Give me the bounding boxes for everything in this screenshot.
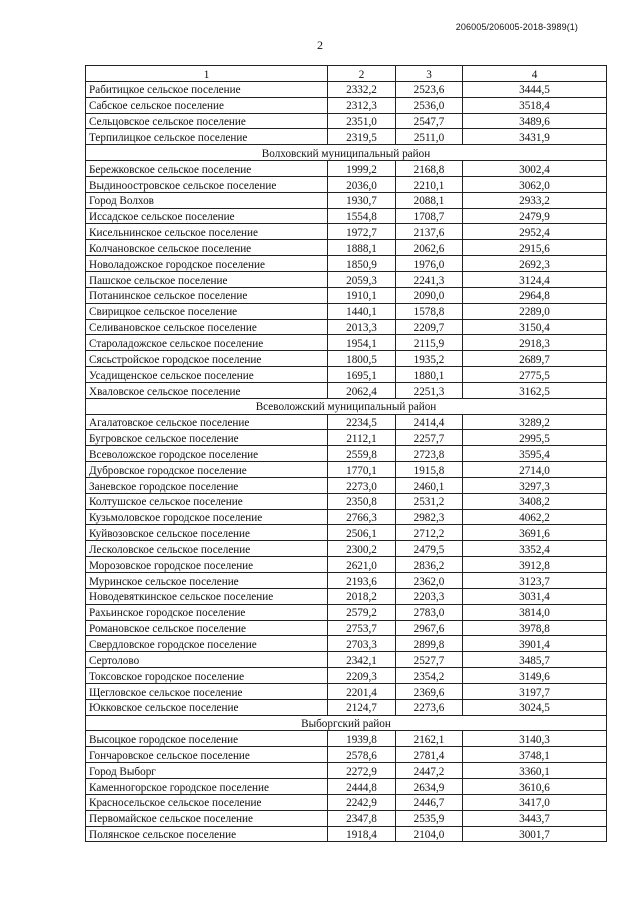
settlement-name-cell: Кузьмоловское городское поселение — [86, 509, 328, 525]
section-title: Волховский муниципальный район — [86, 145, 607, 161]
settlement-name-cell: Рабитицкое сельское поселение — [86, 81, 328, 97]
value-cell-col2: 2444,8 — [328, 778, 396, 794]
settlement-name-cell: Бугровское сельское поселение — [86, 430, 328, 446]
value-cell-col3: 2967,6 — [396, 620, 463, 636]
value-cell-col4: 3197,7 — [463, 683, 607, 699]
settlement-name-cell: Агалатовское сельское поселение — [86, 414, 328, 430]
section-row — [86, 145, 607, 161]
value-cell-col2: 2351,0 — [328, 113, 396, 129]
table-row — [86, 652, 607, 668]
value-cell-col4: 3417,0 — [463, 794, 607, 810]
table-row — [86, 97, 607, 113]
column-header: 1 — [86, 66, 328, 82]
table-row — [86, 683, 607, 699]
table-row — [86, 525, 607, 541]
value-cell-col3: 2137,6 — [396, 224, 463, 240]
value-cell-col3: 2104,0 — [396, 826, 463, 842]
value-cell-col2: 1554,8 — [328, 208, 396, 224]
table-row — [86, 668, 607, 684]
value-cell-col2: 2312,3 — [328, 97, 396, 113]
page-number: 2 — [317, 38, 323, 52]
table-row — [86, 763, 607, 779]
table-row — [86, 493, 607, 509]
value-cell-col4: 3124,4 — [463, 271, 607, 287]
settlement-name-cell: Рахьинское городское поселение — [86, 604, 328, 620]
value-cell-col3: 2460,1 — [396, 477, 463, 493]
value-cell-col3: 1935,2 — [396, 351, 463, 367]
value-cell-col2: 1440,1 — [328, 303, 396, 319]
value-cell-col2: 2059,3 — [328, 271, 396, 287]
value-cell-col3: 2414,4 — [396, 414, 463, 430]
table-row — [86, 319, 607, 335]
value-cell-col4: 2915,6 — [463, 240, 607, 256]
value-cell-col4: 3140,3 — [463, 731, 607, 747]
value-cell-col4: 3518,4 — [463, 97, 607, 113]
table-row — [86, 414, 607, 430]
value-cell-col2: 2342,1 — [328, 652, 396, 668]
value-cell-col2: 2578,6 — [328, 747, 396, 763]
settlement-name-cell: Гончаровское сельское поселение — [86, 747, 328, 763]
value-cell-col4: 2964,8 — [463, 287, 607, 303]
value-cell-col2: 2766,3 — [328, 509, 396, 525]
value-cell-col3: 2203,3 — [396, 588, 463, 604]
value-cell-col3: 2899,8 — [396, 636, 463, 652]
table-row — [86, 462, 607, 478]
value-cell-col4: 3001,7 — [463, 826, 607, 842]
value-cell-col3: 2447,2 — [396, 763, 463, 779]
value-cell-col3: 2536,0 — [396, 97, 463, 113]
value-cell-col4: 2479,9 — [463, 208, 607, 224]
settlement-name-cell: Выдиноостровское сельское поселение — [86, 176, 328, 192]
value-cell-col2: 1972,7 — [328, 224, 396, 240]
value-cell-col3: 2090,0 — [396, 287, 463, 303]
value-cell-col2: 2350,8 — [328, 493, 396, 509]
table-row — [86, 367, 607, 383]
table-row — [86, 794, 607, 810]
value-cell-col2: 1770,1 — [328, 462, 396, 478]
value-cell-col2: 2753,7 — [328, 620, 396, 636]
value-cell-col2: 1954,1 — [328, 335, 396, 351]
value-cell-col4: 3748,1 — [463, 747, 607, 763]
table-row — [86, 208, 607, 224]
table-row — [86, 224, 607, 240]
settlement-name-cell: Сабское сельское поселение — [86, 97, 328, 113]
value-cell-col2: 2273,0 — [328, 477, 396, 493]
table-row — [86, 271, 607, 287]
value-cell-col4: 2775,5 — [463, 367, 607, 383]
value-cell-col4: 3444,5 — [463, 81, 607, 97]
value-cell-col4: 2692,3 — [463, 256, 607, 272]
value-cell-col4: 3062,0 — [463, 176, 607, 192]
settlement-name-cell: Морозовское городское поселение — [86, 557, 328, 573]
value-cell-col4: 3002,4 — [463, 161, 607, 177]
table-row — [86, 81, 607, 97]
value-cell-col3: 2479,5 — [396, 541, 463, 557]
value-cell-col3: 2836,2 — [396, 557, 463, 573]
settlement-name-cell: Сельцовское сельское поселение — [86, 113, 328, 129]
settlement-name-cell: Юкковское сельское поселение — [86, 699, 328, 715]
value-cell-col4: 3123,7 — [463, 573, 607, 589]
value-cell-col3: 1880,1 — [396, 367, 463, 383]
settlement-name-cell: Всеволожское городское поселение — [86, 446, 328, 462]
table-row — [86, 509, 607, 525]
value-cell-col2: 1930,7 — [328, 192, 396, 208]
value-cell-col2: 2234,5 — [328, 414, 396, 430]
settlement-name-cell: Высоцкое городское поселение — [86, 731, 328, 747]
value-cell-col2: 2013,3 — [328, 319, 396, 335]
value-cell-col4: 2933,2 — [463, 192, 607, 208]
settlement-name-cell: Колчановское сельское поселение — [86, 240, 328, 256]
value-cell-col3: 2634,9 — [396, 778, 463, 794]
value-cell-col4: 3149,6 — [463, 668, 607, 684]
value-cell-col3: 2712,2 — [396, 525, 463, 541]
value-cell-col3: 2168,8 — [396, 161, 463, 177]
value-cell-col4: 3610,6 — [463, 778, 607, 794]
settlement-name-cell: Усадищенское сельское поселение — [86, 367, 328, 383]
table-row — [86, 430, 607, 446]
value-cell-col2: 2209,3 — [328, 668, 396, 684]
value-cell-col2: 2347,8 — [328, 810, 396, 826]
value-cell-col3: 2273,6 — [396, 699, 463, 715]
settlement-name-cell: Заневское городское поселение — [86, 477, 328, 493]
value-cell-col2: 2112,1 — [328, 430, 396, 446]
document-id: 206005/206005-2018-3989(1) — [455, 22, 578, 32]
table-row — [86, 731, 607, 747]
table-row — [86, 477, 607, 493]
table-row — [86, 192, 607, 208]
settlement-name-cell: Романовское сельское поселение — [86, 620, 328, 636]
value-cell-col3: 2446,7 — [396, 794, 463, 810]
value-cell-col3: 2251,3 — [396, 382, 463, 398]
settlement-name-cell: Хваловское сельское поселение — [86, 382, 328, 398]
value-cell-col4: 3150,4 — [463, 319, 607, 335]
value-cell-col4: 3901,4 — [463, 636, 607, 652]
value-cell-col4: 3978,8 — [463, 620, 607, 636]
value-cell-col4: 2995,5 — [463, 430, 607, 446]
settlement-name-cell: Дубровское городское поселение — [86, 462, 328, 478]
column-header: 2 — [328, 66, 396, 82]
settlement-name-cell: Красносельское сельское поселение — [86, 794, 328, 810]
settlement-name-cell: Терпилицкое сельское поселение — [86, 129, 328, 145]
value-cell-col3: 1708,7 — [396, 208, 463, 224]
table-row — [86, 541, 607, 557]
settlement-name-cell: Свирицкое сельское поселение — [86, 303, 328, 319]
value-cell-col3: 2723,8 — [396, 446, 463, 462]
value-cell-col3: 2527,7 — [396, 652, 463, 668]
settlement-name-cell: Колтушское сельское поселение — [86, 493, 328, 509]
table-row — [86, 335, 607, 351]
value-cell-col3: 1976,0 — [396, 256, 463, 272]
table-row — [86, 636, 607, 652]
value-cell-col3: 2369,6 — [396, 683, 463, 699]
value-cell-col2: 1800,5 — [328, 351, 396, 367]
value-cell-col4: 3024,5 — [463, 699, 607, 715]
value-cell-col4: 3031,4 — [463, 588, 607, 604]
settlement-name-cell: Город Волхов — [86, 192, 328, 208]
value-cell-col3: 1578,8 — [396, 303, 463, 319]
table-row — [86, 303, 607, 319]
settlement-name-cell: Свердловское городское поселение — [86, 636, 328, 652]
settlement-name-cell: Пашское сельское поселение — [86, 271, 328, 287]
settlement-name-cell: Муринское сельское поселение — [86, 573, 328, 589]
table-header-row — [86, 66, 607, 82]
value-cell-col2: 2036,0 — [328, 176, 396, 192]
table-row — [86, 573, 607, 589]
settlement-name-cell: Потанинское сельское поселение — [86, 287, 328, 303]
table-row — [86, 287, 607, 303]
value-cell-col4: 3595,4 — [463, 446, 607, 462]
value-cell-col4: 2689,7 — [463, 351, 607, 367]
value-cell-col4: 3443,7 — [463, 810, 607, 826]
value-cell-col4: 4062,2 — [463, 509, 607, 525]
value-cell-col2: 2062,4 — [328, 382, 396, 398]
value-cell-col3: 2547,7 — [396, 113, 463, 129]
value-cell-col4: 2714,0 — [463, 462, 607, 478]
column-header: 4 — [463, 66, 607, 82]
value-cell-col3: 2362,0 — [396, 573, 463, 589]
value-cell-col2: 1939,8 — [328, 731, 396, 747]
table-row — [86, 557, 607, 573]
value-cell-col3: 2354,2 — [396, 668, 463, 684]
table-row — [86, 810, 607, 826]
section-row — [86, 398, 607, 414]
settlement-name-cell: Иссадское сельское поселение — [86, 208, 328, 224]
value-cell-col3: 2115,9 — [396, 335, 463, 351]
section-title: Выборгский район — [86, 715, 607, 731]
table-row — [86, 446, 607, 462]
settlement-name-cell: Кисельнинское сельское поселение — [86, 224, 328, 240]
value-cell-col3: 2523,6 — [396, 81, 463, 97]
value-cell-col2: 2242,9 — [328, 794, 396, 810]
value-cell-col3: 2982,3 — [396, 509, 463, 525]
settlement-name-cell: Сертолово — [86, 652, 328, 668]
value-cell-col4: 3289,2 — [463, 414, 607, 430]
value-cell-col4: 3691,6 — [463, 525, 607, 541]
value-cell-col2: 2579,2 — [328, 604, 396, 620]
section-row — [86, 715, 607, 731]
settlement-name-cell: Лесколовское сельское поселение — [86, 541, 328, 557]
settlement-name-cell: Новоладожское городское поселение — [86, 256, 328, 272]
value-cell-col4: 3297,3 — [463, 477, 607, 493]
table-row — [86, 351, 607, 367]
value-cell-col2: 2272,9 — [328, 763, 396, 779]
value-cell-col4: 3489,6 — [463, 113, 607, 129]
value-cell-col4: 3814,0 — [463, 604, 607, 620]
settlement-name-cell: Староладожское сельское поселение — [86, 335, 328, 351]
value-cell-col3: 1915,8 — [396, 462, 463, 478]
value-cell-col4: 2918,3 — [463, 335, 607, 351]
value-cell-col2: 2621,0 — [328, 557, 396, 573]
table-row — [86, 826, 607, 842]
value-cell-col4: 2289,0 — [463, 303, 607, 319]
settlement-name-cell: Новодевяткинское сельское поселение — [86, 588, 328, 604]
value-cell-col2: 2559,8 — [328, 446, 396, 462]
value-cell-col3: 2241,3 — [396, 271, 463, 287]
value-cell-col3: 2531,2 — [396, 493, 463, 509]
value-cell-col4: 3485,7 — [463, 652, 607, 668]
value-cell-col2: 1695,1 — [328, 367, 396, 383]
settlement-name-cell: Каменногорское городское поселение — [86, 778, 328, 794]
table-row — [86, 778, 607, 794]
settlement-name-cell: Токсовское городское поселение — [86, 668, 328, 684]
value-cell-col3: 2781,4 — [396, 747, 463, 763]
value-cell-col2: 1999,2 — [328, 161, 396, 177]
value-cell-col3: 2209,7 — [396, 319, 463, 335]
value-cell-col2: 1850,9 — [328, 256, 396, 272]
settlement-name-cell: Первомайское сельское поселение — [86, 810, 328, 826]
table-row — [86, 240, 607, 256]
value-cell-col2: 1888,1 — [328, 240, 396, 256]
value-cell-col4: 3912,8 — [463, 557, 607, 573]
value-cell-col2: 2201,4 — [328, 683, 396, 699]
section-title: Всеволожский муниципальный район — [86, 398, 607, 414]
value-cell-col3: 2535,9 — [396, 810, 463, 826]
table-row — [86, 620, 607, 636]
value-cell-col3: 2511,0 — [396, 129, 463, 145]
value-cell-col4: 3162,5 — [463, 382, 607, 398]
value-cell-col2: 2332,2 — [328, 81, 396, 97]
value-cell-col3: 2783,0 — [396, 604, 463, 620]
settlement-name-cell: Бережковское сельское поселение — [86, 161, 328, 177]
value-cell-col4: 3431,9 — [463, 129, 607, 145]
value-cell-col2: 2300,2 — [328, 541, 396, 557]
value-cell-col3: 2162,1 — [396, 731, 463, 747]
table-row — [86, 699, 607, 715]
value-cell-col2: 1910,1 — [328, 287, 396, 303]
value-cell-col2: 2193,6 — [328, 573, 396, 589]
value-cell-col2: 2703,3 — [328, 636, 396, 652]
settlement-name-cell: Щегловское сельское поселение — [86, 683, 328, 699]
table-row — [86, 382, 607, 398]
value-cell-col2: 1918,4 — [328, 826, 396, 842]
table-row — [86, 604, 607, 620]
value-cell-col3: 2210,1 — [396, 176, 463, 192]
value-cell-col4: 3408,2 — [463, 493, 607, 509]
settlement-name-cell: Сясьстройское городское поселение — [86, 351, 328, 367]
table-row — [86, 176, 607, 192]
column-header: 3 — [396, 66, 463, 82]
settlement-name-cell: Селивановское сельское поселение — [86, 319, 328, 335]
settlement-name-cell: Куйвозовское сельское поселение — [86, 525, 328, 541]
value-cell-col3: 2088,1 — [396, 192, 463, 208]
table-row — [86, 747, 607, 763]
value-cell-col4: 3360,1 — [463, 763, 607, 779]
value-cell-col4: 3352,4 — [463, 541, 607, 557]
table-row — [86, 161, 607, 177]
value-cell-col3: 2062,6 — [396, 240, 463, 256]
value-cell-col4: 2952,4 — [463, 224, 607, 240]
settlement-name-cell: Полянское сельское поселение — [86, 826, 328, 842]
value-cell-col2: 2506,1 — [328, 525, 396, 541]
value-cell-col2: 2319,5 — [328, 129, 396, 145]
table-row — [86, 256, 607, 272]
data-table — [85, 65, 607, 842]
value-cell-col3: 2257,7 — [396, 430, 463, 446]
table-row — [86, 113, 607, 129]
settlement-name-cell: Город Выборг — [86, 763, 328, 779]
value-cell-col2: 2018,2 — [328, 588, 396, 604]
table-row — [86, 129, 607, 145]
table-row — [86, 588, 607, 604]
value-cell-col2: 2124,7 — [328, 699, 396, 715]
